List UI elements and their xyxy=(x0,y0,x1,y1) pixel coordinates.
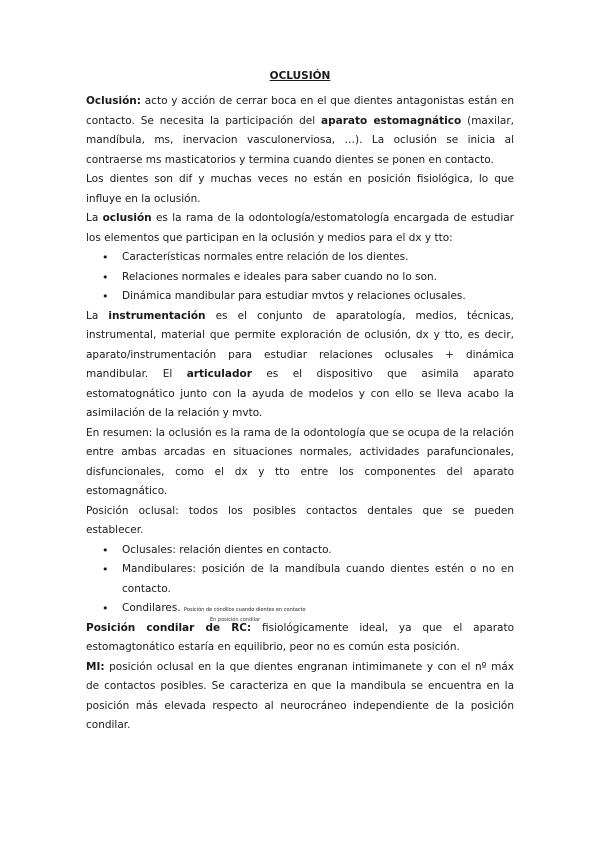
list-item: • Oclusales: relación dientes en contacto. xyxy=(86,541,514,561)
text: La xyxy=(86,309,109,322)
term-mi: MI: xyxy=(86,660,105,673)
term-oclusion: Oclusión: xyxy=(86,95,141,107)
term-oclusion-2: oclusión xyxy=(102,212,152,224)
paragraph-oclusion-rama xyxy=(86,209,514,248)
list-item: • Características normales entre relación de los dientes. xyxy=(86,248,514,268)
text: La xyxy=(86,212,103,224)
paragraph-posicion-oclusal: Posición oclusal: todos los posibles contactos dentales que se pueden establecer. xyxy=(86,504,514,536)
document-title: OCLUSIÓN xyxy=(269,70,331,82)
paragraph-dientes: Los dientes son dif y muchas veces no están en posición fisiológica, lo que influye en la oclusión. xyxy=(86,173,514,205)
term-aparato-estomagnatico: aparato estomagnático xyxy=(321,114,462,127)
text: fisiológicamente ideal, ya que el aparato estomagtonático estaría en equilibrio, peor no es común esta posición. xyxy=(86,621,514,653)
term-posicion-condilar: Posición condilar de RC: xyxy=(86,621,252,634)
text: posición oclusal en la que dientes engranan intimimanete y con el nº máx de contactos posibles. Se caracteriza en que la mandibula se encuentra en la posición más elevada respecto al neurocráneo independiente de la posición condilar. xyxy=(86,660,514,731)
list-item: • Dinámica mandibular para estudiar mvtos y relaciones oclusales. xyxy=(86,287,514,307)
bullet-list-elementos xyxy=(86,248,514,307)
text: (maxilar, mandíbula, ms, inervacion vasculonerviosa, …). La oclusión se inicia al contraerse ms masticatorios y termina cuando dientes se ponen en contacto. xyxy=(86,114,515,166)
list-item-label: Condilares. xyxy=(122,602,181,614)
paragraph-mi xyxy=(86,658,514,736)
paragraph-resumen: En resumen: la oclusión es la rama de la odontología que se ocupa de la relación entre ambas arcadas en situaciones normales, actividades parafuncionales, disfuncionales, como el dx y tto entre los componentes del aparato estomagnático. xyxy=(86,426,514,497)
subnote-posicion-condilar: En posición condilar xyxy=(210,617,261,623)
list-item: • Relaciones normales e ideales para saber cuando no lo son. xyxy=(86,268,514,288)
list-item xyxy=(86,599,514,619)
handwritten-note: Posición de cóndilos cuando dientes en contacto xyxy=(184,607,306,613)
paragraph-instrumentacion xyxy=(86,307,514,424)
document-body xyxy=(86,92,514,736)
paragraph-oclusion-definition xyxy=(86,92,514,170)
text: es el conjunto de aparatología, medios, técnicas, instrumental, material que permite exploración de oclusión, dx y tto, es decir, aparato/instrumentación para estudiar relaciones oclusales + dinámica mandibular. El xyxy=(86,309,514,380)
bullet-list-posiciones xyxy=(86,541,514,619)
text: es el dispositivo que asimila aparato estomatognático junto con la ayuda de modelos y con ello se lleva acabo la asimilación de la relación y mvto. xyxy=(86,368,514,419)
term-instrumentacion: instrumentación xyxy=(108,309,206,322)
text: es la rama de la odontología/estomatología encargada de estudiar los elementos que participan en la oclusión y medios para el dx y tto: xyxy=(86,212,514,244)
paragraph-posicion-condilar xyxy=(86,619,514,658)
term-articulador: articulador xyxy=(186,368,252,380)
list-item: • Mandibulares: posición de la mandíbula cuando dientes estén o no en contacto. xyxy=(86,560,514,599)
text: acto y acción de cerrar boca en el que dientes antagonistas están en contacto. Se necesita la participación del xyxy=(86,95,514,127)
